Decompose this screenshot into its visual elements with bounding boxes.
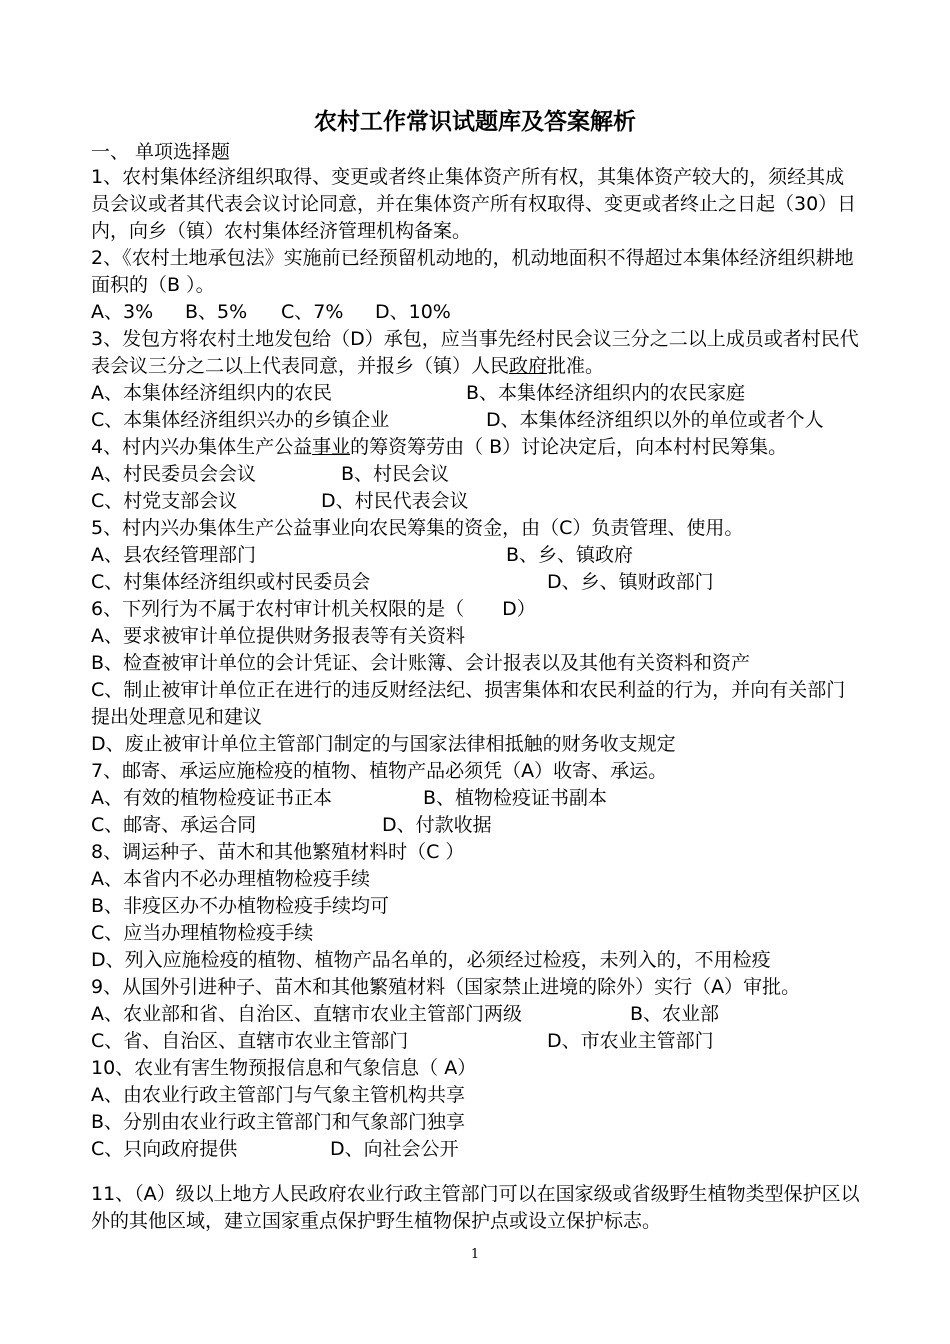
question-text: 8、调运种子、苗木和其他繁殖材料时（C ） (91, 841, 465, 863)
option: D、付款收据 (382, 814, 492, 836)
option: C、制止被审计单位正在进行的违反财经法纪、损害集体和农民利益的行为，并向有关部门提出处理意见和建议 (91, 679, 846, 728)
option-row (91, 380, 861, 407)
question-text: 5、村内兴办集体生产公益事业向农民筹集的资金，由（C）负责管理、使用。 (91, 517, 744, 539)
question-text (91, 326, 861, 380)
option: D、列入应施检疫的植物、植物产品名单的，必须经过检疫，未列入的，不用检疫 (91, 949, 771, 971)
question-text: 1、农村集体经济组织取得、变更或者终止集体资产所有权，其集体资产较大的，须经其成员会议或者其代表会议讨论同意，并在集体资产所有权取得、变更或者终止之日起（30）日内，向乡（镇）农村集体经济管理机构备案。 (91, 166, 857, 242)
question-text-underlined: 事业 (312, 436, 351, 458)
option: D、乡、镇财政部门 (547, 571, 714, 593)
option: C、村集体经济组织或村民委员会 (91, 571, 371, 593)
option: D、市农业主管部门 (547, 1030, 714, 1052)
option-row (91, 785, 861, 812)
option: A、3% (91, 301, 154, 323)
option-row (91, 407, 861, 434)
option: B、乡、镇政府 (506, 544, 634, 566)
option: B、非疫区办不办植物检疫手续均可 (91, 895, 390, 917)
option-row (91, 1028, 861, 1055)
section-heading: 一、 单项选择题 (91, 141, 231, 163)
option: B、植物检疫证书副本 (423, 787, 608, 809)
option: C、村党支部会议 (91, 490, 238, 512)
question-text-underlined: 政府 (509, 355, 548, 377)
question-text: 9、从国外引进种子、苗木和其他繁殖材料（国家禁止进境的除外）实行（A）审批。 (91, 976, 801, 998)
option: A、本省内不必办理植物检疫手续 (91, 868, 370, 890)
spacer (91, 1163, 861, 1181)
option-row (91, 542, 861, 569)
option: A、由农业行政主管部门与气象主管机构共享 (91, 1084, 465, 1106)
option: B、5% (185, 301, 248, 323)
question-text: 7、邮寄、承运应施检疫的植物、植物产品必须凭（A）收寄、承运。 (91, 760, 668, 782)
question-text: 2、《农村土地承包法》实施前已经预留机动地的，机动地面积不得超过本集体经济组织耕地面积的（B ）。 (91, 247, 854, 296)
question-text-part: 3、发包方将农村土地发包给（D）承包，应当事先经村民会议三分之二以上成员或者村民代表会议三分之二以上代表同意，并报乡（镇）人民 (91, 328, 859, 377)
option: B、本集体经济组织内的农民家庭 (466, 382, 746, 404)
option: C、7% (281, 301, 344, 323)
option: A、县农经管理部门 (91, 544, 256, 566)
question-text (91, 434, 861, 461)
option-row (91, 569, 861, 596)
document-body (91, 140, 861, 1235)
option: A、本集体经济组织内的农民 (91, 382, 332, 404)
option: D、向社会公开 (330, 1138, 459, 1160)
option-row (91, 461, 861, 488)
question-text-part: 的筹资筹劳由（ B）讨论决定后，向本村村民筹集。 (350, 436, 788, 458)
option: C、邮寄、承运合同 (91, 814, 257, 836)
option: C、省、自治区、直辖市农业主管部门 (91, 1030, 409, 1052)
option: A、要求被审计单位提供财务报表等有关资料 (91, 625, 465, 647)
option-row (91, 1136, 861, 1163)
option-row (91, 1001, 861, 1028)
option: C、只向政府提供 (91, 1138, 238, 1160)
option: D、废止被审计单位主管部门制定的与国家法律相抵触的财务收支规定 (91, 733, 676, 755)
page-number: 1 (470, 1247, 480, 1262)
option: D、村民代表会议 (321, 490, 469, 512)
question-text: 6、下列行为不属于农村审计机关权限的是（ D） (91, 598, 536, 620)
option: B、村民会议 (341, 463, 450, 485)
option: B、检查被审计单位的会计凭证、会计账簿、会计报表以及其他有关资料和资产 (91, 652, 751, 674)
option: D、本集体经济组织以外的单位或者个人 (486, 409, 824, 431)
question-text: 10、农业有害生物预报信息和气象信息（ A） (91, 1057, 477, 1079)
option: B、分别由农业行政主管部门和气象部门独享 (91, 1111, 466, 1133)
option: D、10% (375, 301, 451, 323)
option: C、应当办理植物检疫手续 (91, 922, 314, 944)
option-row (91, 488, 861, 515)
option: A、有效的植物检疫证书正本 (91, 787, 332, 809)
question-text-part: 4、村内兴办集体生产公益 (91, 436, 313, 458)
question-text: 11、（A）级以上地方人民政府农业行政主管部门可以在国家级或省级野生植物类型保护区以外的其他区域，建立国家重点保护野生植物保护点或设立保护标志。 (91, 1183, 860, 1232)
option-row (91, 812, 861, 839)
option-row (91, 299, 861, 326)
option: A、农业部和省、自治区、直辖市农业主管部门两级 (91, 1003, 522, 1025)
option: B、农业部 (630, 1003, 720, 1025)
option: C、本集体经济组织兴办的乡镇企业 (91, 409, 390, 431)
question-text-part: 批准。 (547, 355, 605, 377)
page-title: 农村工作常识试题库及答案解析 (314, 108, 636, 135)
option: A、村民委员会会议 (91, 463, 256, 485)
